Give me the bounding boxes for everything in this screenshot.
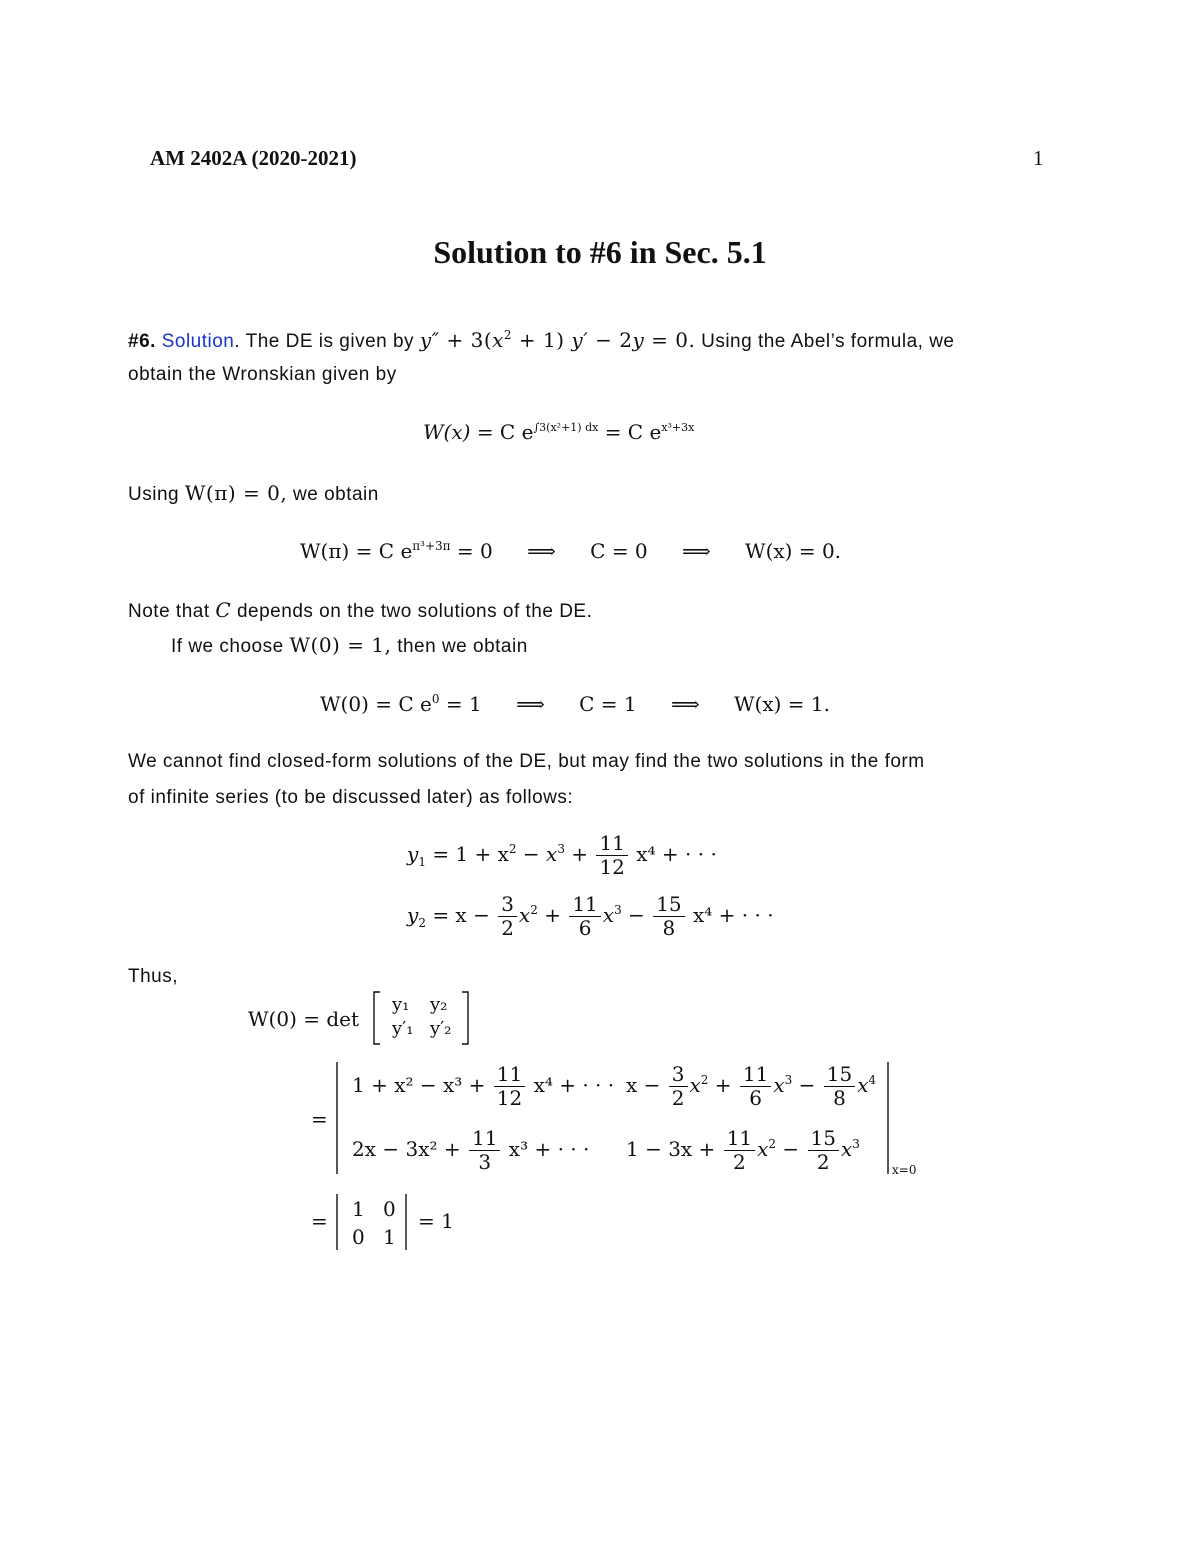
wronskian-eq1: = C e xyxy=(476,420,534,444)
problem-label: #6. xyxy=(128,331,156,352)
thus-label: Thus, xyxy=(128,966,179,987)
final-d: 1 xyxy=(383,1225,396,1249)
y2-fraction-2: $\frac{11}{6}$ xyxy=(569,893,600,940)
y1-lhs: y xyxy=(407,842,419,866)
y2-tail: x⁴ + · · · xyxy=(693,903,774,927)
r1c1-tail: x⁴ + · · · xyxy=(533,1073,615,1097)
det-lhs: W(0) = det xyxy=(248,1007,360,1031)
wronskian-eq2: = C e xyxy=(604,420,662,444)
note-var: C xyxy=(215,598,232,622)
det-r1c2: x − $\frac{3}{2}$ $x^2$ + $\frac{11}{6}$ $x^3$ − $\frac{15}{8}$ $x^4$ xyxy=(626,1062,877,1110)
matrix-y2-prime: y′₂ xyxy=(430,1018,452,1039)
implies-arrow-2: ⟹ xyxy=(682,539,711,563)
implies-arrow-1: ⟹ xyxy=(527,539,556,563)
using-suffix: we obtain xyxy=(293,484,379,505)
wronskian-lhs: W(x) xyxy=(423,420,471,444)
matrix-brackets xyxy=(372,990,470,1046)
final-result: = 1 xyxy=(418,1209,454,1233)
det-eq-1: = xyxy=(311,1107,328,1131)
solution-link[interactable]: Solution xyxy=(161,331,235,352)
implies-arrow-3: ⟹ xyxy=(516,692,545,716)
wronskian-exp1: ∫3(x²+1) dx xyxy=(533,421,599,434)
zero-eq-b: C = 1 xyxy=(579,692,637,716)
choose-pre: If we choose xyxy=(171,636,284,657)
y2-sub: 2 xyxy=(418,916,426,930)
y2-fraction-3: $\frac{15}{8}$ xyxy=(653,893,684,940)
y1-sub: 1 xyxy=(418,855,426,869)
final-b: 0 xyxy=(383,1197,396,1221)
zero-eq-a: W(0) = C e xyxy=(320,692,432,716)
series-text-1: We cannot find closed-form solutions of the DE, but may find the two solutions in the form xyxy=(128,751,925,772)
note-pre: Note that xyxy=(128,601,210,622)
note-line xyxy=(128,598,592,623)
page-title: Solution to #6 in Sec. 5.1 xyxy=(433,234,767,270)
det-r2c2: 1 − 3x + $\frac{11}{2}$ $x^2$ − $\frac{15}{2}$ $x^3$ xyxy=(626,1126,860,1174)
choose-post: then we obtain xyxy=(397,636,528,657)
pi-equation xyxy=(300,539,841,563)
series-text-2: of infinite series (to be discussed later) as follows: xyxy=(128,787,574,808)
pi-eq-b: C = 0 xyxy=(590,539,648,563)
y1-tail: x⁴ + · · · xyxy=(636,842,717,866)
wronskian-formula xyxy=(423,420,694,444)
matrix-y2: y₂ xyxy=(430,994,448,1015)
problem-intro: #6. Solution. The DE is given by $y'' + 3(x^2 + 1) y' - 2y = 0$. Using the Abel’s formula, we xyxy=(128,328,955,352)
pi-eq-exp: π³+3π xyxy=(412,539,451,553)
using-cond: W(π) = 0, xyxy=(184,481,288,505)
y2-body-a: = x − xyxy=(432,903,490,927)
det-eq-2: = xyxy=(311,1209,328,1233)
det-r2c1: 2x − 3x² + $\frac{11}{3}$ x³ + · · · xyxy=(352,1126,590,1174)
r2c1-tail: x³ + · · · xyxy=(508,1137,590,1161)
final-c: 0 xyxy=(352,1225,365,1249)
det-r1c1: 1 + x² − x³ + $\frac{11}{12}$ x⁴ + · · · xyxy=(352,1062,615,1110)
r1c2-a: x − xyxy=(626,1073,661,1097)
pi-eq-a: W(π) = C e xyxy=(300,539,413,563)
choose-cond: W(0) = 1, xyxy=(289,633,392,657)
eval-at: x=0 xyxy=(892,1163,917,1177)
det-matrix xyxy=(372,990,470,1046)
pi-eq-tail: = 0 xyxy=(456,539,493,563)
matrix-y1-prime: y′₁ xyxy=(392,1018,414,1039)
y2-fraction-1: $\frac{3}{2}$ xyxy=(498,893,517,940)
note-post: depends on the two solutions of the DE. xyxy=(236,601,593,622)
r2c2-a: 1 − 3x + xyxy=(626,1137,716,1161)
y1-body-a: = 1 + x xyxy=(432,842,509,866)
wronskian-exp2: x³+3x xyxy=(661,421,695,434)
intro-text: The DE is given by xyxy=(245,331,415,352)
implies-arrow-4: ⟹ xyxy=(670,692,700,716)
using-prefix: Using xyxy=(128,484,180,505)
final-a: 1 xyxy=(352,1197,365,1221)
y2-lhs: y xyxy=(407,903,419,927)
problem-line2: obtain the Wronskian given by xyxy=(128,364,397,385)
de-equation: $y'' + 3(x^2 + 1) y' - 2y = 0$. xyxy=(419,328,696,352)
matrix-y1: y₁ xyxy=(392,994,410,1015)
zero-eq-exp: 0 xyxy=(431,692,440,706)
choose-line xyxy=(171,633,528,658)
y1-fraction: $\frac{11}{12}$ xyxy=(596,832,627,879)
zero-equation xyxy=(320,692,830,716)
pi-eq-c: W(x) = 0. xyxy=(745,539,842,563)
page-number: 1 xyxy=(1033,146,1044,170)
abel-text: Using the Abel’s formula, we xyxy=(701,331,955,352)
running-header: AM 2402A (2020-2021) xyxy=(150,146,357,170)
r1c1-a: 1 + x² − x³ + xyxy=(352,1073,486,1097)
final-det-bars xyxy=(334,1194,414,1252)
series-y1: $y_1 = 1 + x^2 - x^3$ + $\frac{11}{12}$ x⁴ + · · · xyxy=(407,831,717,879)
zero-eq-c: W(x) = 1. xyxy=(733,692,830,716)
r2c1-a: 2x − 3x² + xyxy=(352,1137,461,1161)
zero-eq-tail: = 1 xyxy=(445,692,482,716)
series-y2: $y_2 = x$ − $\frac{3}{2}$ $x^2$ + $\frac{11}{6}$ $x^3$ − $\frac{15}{8}$ x⁴ + · · · xyxy=(407,892,774,940)
using-line xyxy=(128,481,379,506)
